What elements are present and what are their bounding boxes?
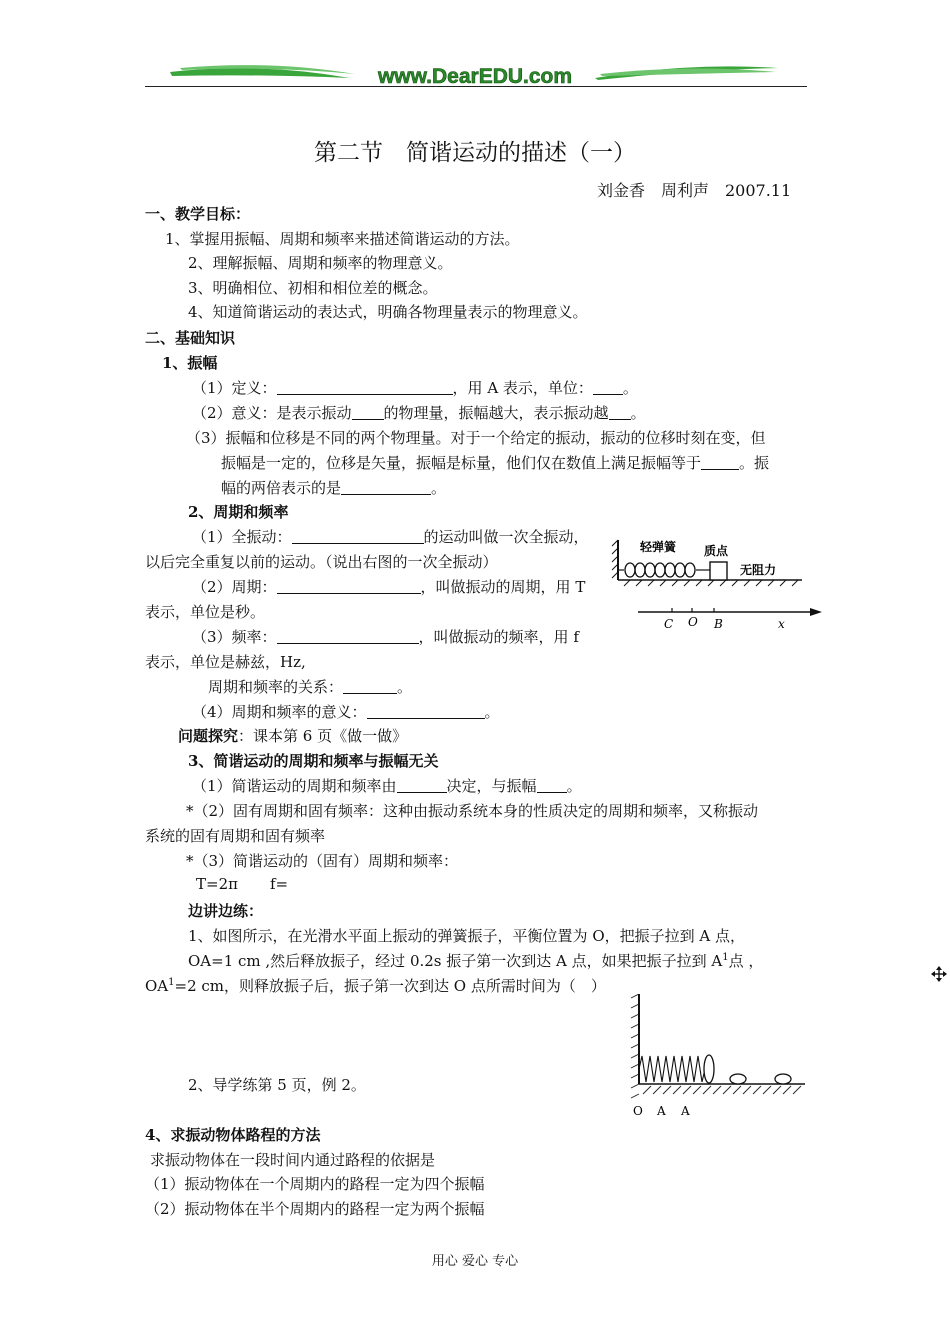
- amplitude-definition: （1）定义： ，用 A 表示，单位： 。: [192, 379, 638, 397]
- logo-right-swoosh-2: [600, 68, 776, 76]
- move-cursor-icon: [931, 966, 947, 982]
- ball-ellipse: [704, 1055, 714, 1083]
- question-1-line-3: $OA^1=2$ cm，则释放振子后，振子第一次到达 O 点所需时间为（ ）: [145, 977, 606, 995]
- amplitude-meaning: （2）意义：是表示振动 的物理量，振幅越大，表示振动越 。: [192, 404, 646, 422]
- spring-coil: [625, 563, 695, 577]
- ball-position-a: [730, 1074, 746, 1084]
- subheading-independence: 3、简谐运动的周期和频率与振幅无关: [188, 752, 439, 770]
- spring-label: 轻弹簧: [640, 540, 677, 554]
- formula-period: T=2π: [196, 875, 238, 893]
- header-logo: [170, 60, 780, 92]
- blank[interactable]: [701, 454, 739, 470]
- subheading-practice: 边讲边练：: [188, 902, 264, 920]
- ball-position-a1: [775, 1074, 791, 1084]
- blank[interactable]: [292, 528, 424, 544]
- amplitude-vs-displacement-3: 幅的两倍表示的是 。: [221, 479, 447, 497]
- amplitude-vs-displacement-2: 振幅是一定的，位移是矢量，振幅是标量，他们仅在数值上满足振幅等于 。振: [221, 454, 770, 472]
- blank[interactable]: [341, 479, 431, 495]
- logo-text: www.DearEDU.com: [377, 65, 573, 88]
- subheading-period-frequency: 2、周期和频率: [188, 503, 289, 521]
- mass-label: 质点: [704, 544, 729, 558]
- goal-item: 2、理解振幅、周期和频率的物理意义。: [188, 254, 453, 272]
- label-a: A: [657, 1104, 666, 1116]
- page-title: 第二节 简谐运动的描述（一）: [314, 140, 636, 166]
- axis-label-x: x: [778, 617, 785, 631]
- natural-period-formula-intro: *（3）简谐运动的（固有）周期和频率：: [186, 852, 459, 870]
- frictionless-label: 无阻力: [740, 563, 777, 577]
- frequency-definition: （3）频率： ，叫做振动的频率，用 f: [192, 628, 579, 646]
- mass-block: [710, 562, 727, 580]
- period-unit: 表示，单位是秒。: [145, 603, 266, 621]
- label-o: O: [633, 1104, 643, 1116]
- axis-label-b: B: [714, 617, 723, 631]
- natural-period-text-2: 系统的固有周期和固有频率: [145, 827, 326, 845]
- blank[interactable]: [277, 628, 419, 644]
- goal-item: 3、明确相位、初相和相位差的概念。: [188, 279, 438, 297]
- blank[interactable]: [277, 578, 421, 594]
- path-rule-2: （2）振动物体在半个周期内的路程一定为两个振幅: [145, 1200, 485, 1218]
- inquiry-line: 问题探究：课本第 6 页《做一做》: [178, 727, 408, 745]
- spring-zigzag: [639, 1056, 705, 1082]
- frequency-unit: 表示，单位是赫兹，Hz,: [145, 653, 306, 671]
- blank[interactable]: [343, 678, 397, 694]
- formula-frequency: f=: [270, 875, 289, 893]
- spring-ball-figure: [625, 994, 810, 1116]
- period-determined-by: （1）简谐运动的周期和频率由 决定，与振幅 。: [192, 777, 582, 795]
- blank[interactable]: [352, 404, 384, 420]
- byline: 刘金香 周利声 2007.11: [597, 181, 792, 200]
- question-1-line-2: OA=1 cm ,然后释放振子，经过 0.2s 振子第一次到达 A 点，如果把振子拉到 $A^1$点 ，: [188, 952, 764, 970]
- amplitude-vs-displacement: （3）振幅和位移是不同的两个物理量。对于一个给定的振动，振动的位移时刻在变，但: [186, 429, 766, 447]
- period-frequency-relation: 周期和频率的关系： 。: [208, 678, 413, 696]
- blank[interactable]: [593, 379, 623, 395]
- blank[interactable]: [609, 404, 631, 420]
- question-1-line-1: 1、如图所示，在光滑水平面上振动的弹簧振子，平衡位置为 O，把振子拉到 A 点，: [188, 927, 745, 945]
- axis-label-c: C: [664, 617, 674, 631]
- full-vibration-text: 以后完全重复以前的运动。（说出右图的一次全振动）: [145, 553, 498, 571]
- natural-period-text: *（2）固有周期和固有频率：这种由振动系统本身的性质决定的周期和频率，又称振动: [186, 802, 759, 820]
- period-definition: （2）周期： ，叫做振动的周期，用 T: [192, 578, 586, 596]
- blank[interactable]: [397, 777, 447, 793]
- label-a1: A: [681, 1104, 690, 1116]
- x-axis-arrow: [810, 608, 822, 616]
- goal-item: 1、掌握用振幅、周期和频率来描述简谐运动的方法。: [165, 230, 520, 248]
- section-heading-goals: 一、教学目标：: [145, 205, 251, 223]
- goal-item: 4、知道简谐运动的表达式，明确各物理量表示的物理意义。: [188, 303, 588, 321]
- full-vibration-definition: （1）全振动： 的运动叫做一次全振动，: [192, 528, 589, 546]
- spring-oscillator-figure: [610, 522, 835, 632]
- path-rule-1: （1）振动物体在一个周期内的路程一定为四个振幅: [145, 1175, 485, 1193]
- blank[interactable]: [367, 703, 485, 719]
- page-footer: 用心 爱心 专心: [431, 1254, 519, 1269]
- period-frequency-meaning: （4）周期和频率的意义： 。: [192, 703, 500, 721]
- question-2: 2、导学练第 5 页，例 2。: [188, 1076, 366, 1094]
- blank[interactable]: [537, 777, 567, 793]
- subheading-path-method: 4、求振动物体路程的方法: [145, 1126, 321, 1144]
- section-heading-basics: 二、基础知识: [145, 329, 236, 347]
- subheading-amplitude: 1、振幅: [162, 354, 218, 372]
- header-rule: [145, 86, 807, 87]
- axis-label-o: O: [688, 615, 698, 629]
- blank[interactable]: [277, 379, 453, 395]
- path-basis: 求振动物体在一段时间内通过路程的依据是: [150, 1151, 436, 1169]
